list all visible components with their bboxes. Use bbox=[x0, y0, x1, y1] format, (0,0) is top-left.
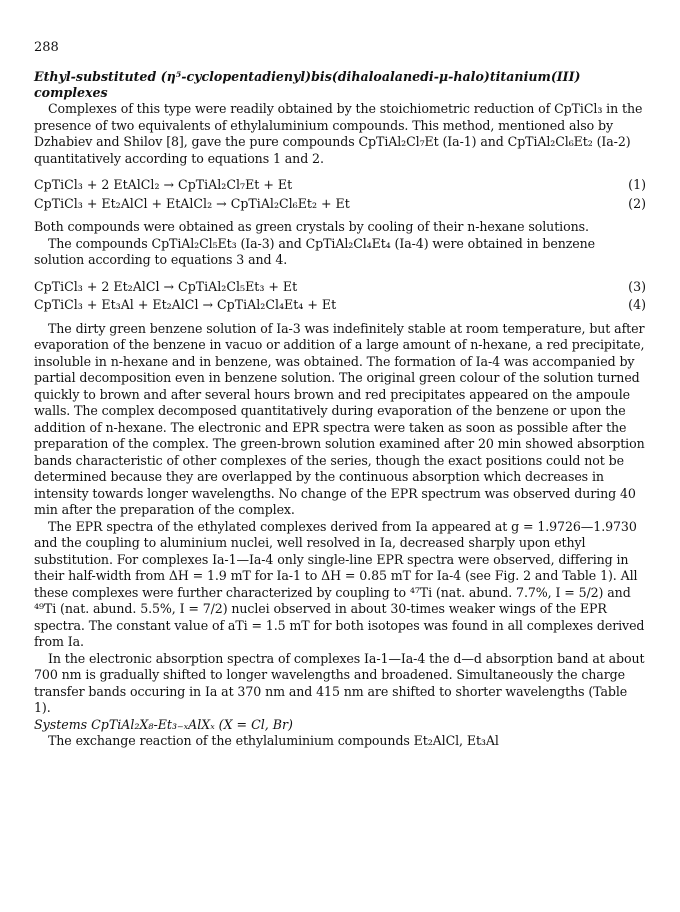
paragraph-benzene-solution: The compounds CpTiAl₂Cl₅Et₃ (Ia-3) and CpTiAl₂Cl₄Et₄ (Ia-4) were obtained in benzene solution according to equations 3 and 4. bbox=[34, 235, 596, 267]
equation-number: (2) bbox=[628, 195, 646, 211]
equation-text: CpTiCl₃ + Et₂AlCl + EtAlCl₂ → CpTiAl₂Cl₆Et₂ + Et bbox=[34, 195, 350, 211]
section-heading: Ethyl-substituted (η⁵-cyclopentadienyl)bis(dihaloalanedi-μ-halo)titanium(III) complexes bbox=[34, 69, 581, 100]
equation-text: CpTiCl₃ + Et₃Al + Et₂AlCl → CpTiAl₂Cl₄Et₄ + Et bbox=[34, 297, 337, 312]
equation-4 bbox=[34, 296, 646, 315]
equation-group-2 bbox=[34, 278, 646, 315]
subsection-heading: Systems CpTiAl₂X₈-Et₃₋ₓAlXₓ (X = Cl, Br) bbox=[34, 716, 293, 732]
equation-1 bbox=[34, 176, 646, 195]
paragraph-exchange-reaction: The exchange reaction of the ethylaluminium compounds Et₂AlCl, Et₃Al bbox=[48, 733, 499, 748]
paragraph-electronic-spectra: In the electronic absorption spectra of complexes Ia-1—Ia-4 the d—d absorption band at about 700 nm is gradually shifted to longer wavelengths and broadened. Simultaneously the charge transfer bands occuring in Ia at 370 nm and 415 nm are shifted to shorter wavelengths (Table 1). bbox=[34, 650, 645, 715]
paragraph-epr-spectra: The EPR spectra of the ethylated complexes derived from Ia appeared at g = 1.9726—1.9730 and the coupling to aluminium nuclei, well resolved in Ia, decreased sharply upon ethyl substitution. For complexes Ia-1—Ia-4 only single-line EPR spectra were observed, differing in their half-width from ΔH = 1.9 mT for Ia-1 to ΔH = 0.85 mT for Ia-4 (see Fig. 2 and Table 1). All these complexes were further characterized by coupling to ⁴⁷Ti (nat. abund. 7.7%, I = 5/2) and ⁴⁹Ti (nat. abund. 5.5%, I = 7/2) nuclei observed in about 30-times weaker wings of the EPR spectra. The constant value of aTi = 1.5 mT for both isotopes was found in all complexes derived from Ia. bbox=[34, 518, 645, 649]
paragraph-reduction-method: Complexes of this type were readily obtained by the stoichiometric reduction of CpTiCl₃ in the presence of two equivalents of ethylaluminium compounds. This method, mentioned also by Dzhabiev and Shilov [8], gave the pure compounds CpTiAl₂Cl₇Et (Ia-1) and CpTiAl₂Cl₆Et₂ (Ia-2) quantitatively according to equations 1 and 2. bbox=[34, 101, 643, 166]
equation-3 bbox=[34, 278, 646, 297]
paragraph-stability: The dirty green benzene solution of Ia-3 was indefinitely stable at room temperature, but after evaporation of the benzene in vacuo or addition of a large amount of n-hexane, a red precipitate, insoluble in n-hexane and in benzene, was obtained. The formation of Ia-4 was accompanied by partial decomposition even in benzene solution. The original green colour of the solution turned quickly to brown and after several hours brown and red precipitates appeared on the ampoule walls. The complex decomposed quantitatively during evaporation of the benzene or upon the addition of n-hexane. The electronic and EPR spectra were taken as soon as possible after the preparation of the complex. The green-brown solution examined after 20 min showed absorption bands characteristic of other complexes of the series, though the exact positions could not be determined because they are overlapped by the continuous absorption which decreases in intensity towards longer wavelengths. No change of the EPR spectrum was observed during 40 min after the preparation of the complex. bbox=[34, 320, 645, 517]
equation-number: (3) bbox=[628, 278, 646, 294]
equation-text: CpTiCl₃ + 2 Et₂AlCl → CpTiAl₂Cl₅Et₃ + Et bbox=[34, 278, 298, 294]
equation-group-1 bbox=[34, 176, 646, 213]
equation-2 bbox=[34, 195, 646, 214]
equation-number: (4) bbox=[628, 297, 646, 312]
document-page bbox=[34, 40, 646, 750]
paragraph-green-crystals: Both compounds were obtained as green crystals by cooling of their n-hexane solutions. bbox=[34, 219, 589, 234]
equation-number: (1) bbox=[628, 177, 646, 192]
page-number: 288 bbox=[34, 40, 59, 55]
equation-text: CpTiCl₃ + 2 EtAlCl₂ → CpTiAl₂Cl₇Et + Et bbox=[34, 177, 293, 192]
